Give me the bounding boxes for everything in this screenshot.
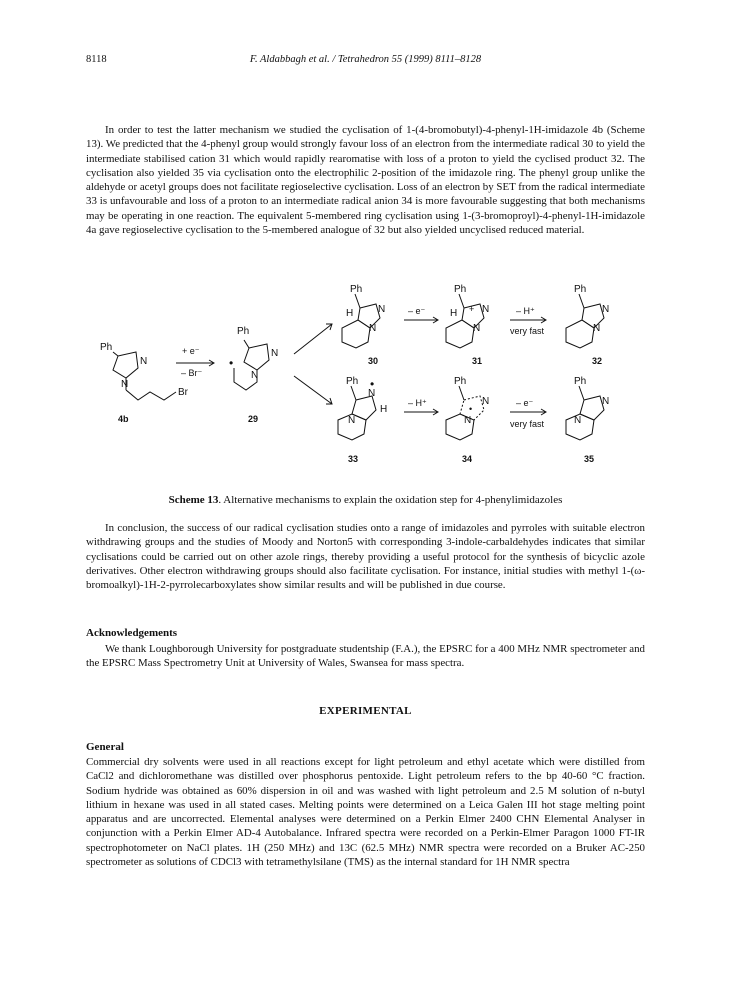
ph-label: Ph bbox=[454, 376, 467, 387]
compound-number: 35 bbox=[584, 454, 595, 464]
compound-30 bbox=[342, 284, 385, 366]
bond bbox=[113, 352, 118, 356]
h-label: H bbox=[450, 308, 458, 319]
bond bbox=[244, 340, 249, 348]
n-label: N bbox=[482, 304, 490, 315]
reagent-label: – H⁺ bbox=[408, 398, 427, 408]
n-label: N bbox=[140, 356, 148, 367]
compound-number: 32 bbox=[592, 356, 603, 366]
n-label: N bbox=[482, 396, 490, 407]
caption-text: . Alternative mechanisms to explain the oxidation step for 4-phenylimidazoles bbox=[218, 494, 563, 506]
bond bbox=[579, 294, 584, 308]
general-heading: General bbox=[86, 741, 124, 753]
bond bbox=[355, 294, 360, 308]
n-label: N bbox=[251, 370, 259, 381]
reaction-scheme bbox=[86, 282, 645, 482]
plus-charge: + bbox=[469, 304, 475, 314]
n-label: N bbox=[574, 415, 582, 426]
compound-number: 4b bbox=[118, 414, 129, 424]
ph-label: Ph bbox=[574, 284, 587, 295]
paragraph-acknowledgements: We thank Loughborough University for postgraduate studentship (F.A.), the EPSRC for a 400 MHz NMR spectrometer and the EPSRC Mass Spectrometry Unit at University of Wales, Swansea for mass spectra. bbox=[86, 643, 645, 670]
n-label: N bbox=[602, 304, 610, 315]
n-label: N bbox=[378, 304, 386, 315]
radical-dot: • bbox=[229, 356, 234, 370]
acknowledgements-heading: Acknowledgements bbox=[86, 627, 178, 639]
n-label: N bbox=[473, 323, 481, 334]
reagent-label: – e⁻ bbox=[516, 398, 534, 408]
compound-number: 34 bbox=[462, 454, 473, 464]
piperidine-ring bbox=[446, 320, 474, 348]
reaction-arrow-up bbox=[294, 324, 332, 354]
compound-35 bbox=[566, 376, 609, 464]
compound-4b bbox=[100, 342, 189, 424]
n-label: N bbox=[271, 348, 279, 359]
reagent-label: – Br⁻ bbox=[181, 368, 203, 378]
compound-number: 33 bbox=[348, 454, 359, 464]
compound-number: 31 bbox=[472, 356, 483, 366]
caption-label: Scheme 13 bbox=[168, 494, 219, 506]
piperidine-ring bbox=[566, 320, 594, 348]
bond bbox=[351, 386, 356, 400]
n-label: N bbox=[348, 415, 356, 426]
page-number: 8118 bbox=[86, 54, 107, 65]
n-label: N bbox=[369, 323, 377, 334]
ph-label: Ph bbox=[454, 284, 467, 295]
n-label: N bbox=[593, 323, 601, 334]
n-label: N bbox=[368, 388, 376, 399]
n-label: N bbox=[464, 415, 472, 426]
radical-dot: • bbox=[370, 377, 375, 391]
scheme-caption bbox=[86, 494, 645, 506]
n-label: N bbox=[121, 379, 129, 390]
compound-number: 29 bbox=[248, 414, 259, 424]
ph-label: Ph bbox=[350, 284, 363, 295]
compound-31 bbox=[446, 284, 489, 366]
reagent-label: – e⁻ bbox=[408, 306, 426, 316]
reagent-label: – H⁺ bbox=[516, 306, 535, 316]
bond bbox=[459, 294, 464, 308]
br-label: Br bbox=[178, 387, 188, 398]
ph-label: Ph bbox=[574, 376, 587, 387]
radical-dot: • bbox=[469, 404, 473, 414]
compound-33 bbox=[338, 376, 387, 464]
compound-29 bbox=[229, 326, 278, 424]
h-label: H bbox=[346, 308, 354, 319]
paragraph-mechanism: In order to test the latter mechanism we studied the cyclisation of 1-(4-bromobutyl)-4-phenyl-1H-imidazole 4b (Scheme 13). We predicted that the 4-phenyl group would strongly favour loss of an electron from the intermediate radical 30 to yield the intermediate stabilised cation 31 which would rapidly rearomatise with loss of a proton to yield the cyclised product 32. The cyclisation also yielded 35 via cyclisation onto the electrophilic 2-position of the imidazole ring. The phenyl group unlike the aldehyde or acetyl groups does not facilitate regioselective cyclisation. Loss of an electron by SET from the radical intermediate 33 is unfavourable and loss of a proton to an intermediate radical anion 34 is more favourable suggesting that both mechanisms may be operating in one reaction. The equivalent 5-membered ring cyclisation using 1-(3-bromoproyl)-4-phenyl-1H-imidazole 4a gave regioselective cyclisation to the 5-membered analogue of 32 but also yielded uncyclised reduced material. bbox=[86, 124, 645, 237]
compound-number: 30 bbox=[368, 356, 379, 366]
compound-34 bbox=[446, 376, 489, 464]
bond bbox=[459, 386, 464, 400]
page-header bbox=[86, 54, 645, 68]
rate-label: very fast bbox=[510, 419, 545, 429]
scheme-13-figure bbox=[86, 282, 645, 482]
imidazole-ring bbox=[244, 344, 269, 370]
ph-label: Ph bbox=[346, 376, 359, 387]
ph-label: Ph bbox=[100, 342, 113, 353]
compound-32 bbox=[566, 284, 609, 366]
h-label: H bbox=[380, 404, 388, 415]
n-label: N bbox=[602, 396, 610, 407]
piperidine-ring bbox=[342, 320, 370, 348]
paragraph-general: Commercial dry solvents were used in all reactions except for light petroleum and ethyl acetate which were distilled from CaCl2 and dichloromethane was distilled over phosphorus pentoxide. Light petroleum refers to the bp 40-60 °C fraction. Sodium hydride was obtained as 60% dispersion in oil and was washed with light petroleum and 2.5 M solution of n-butyl lithium in hexane was used in all stated cases. Melting points were determined on a Leica Galen III hot stage melting point apparatus and are uncorrected. Elemental analyses were determined on a Perkin Elmer 2400 CHN Elemental Analyser in conjunction with a Perkin Elmer AD-4 Autobalance. Infrared spectra were recorded on a Perkin-Elmer Paragon 1000 FT-IR spectrophotometer on NaCl plates. 1H (250 MHz) and 13C (62.5 MHz) NMR spectra were recorded on a Bruker AC-250 spectrometer as solutions of CDCl3 with tetramethylsilane (TMS) as the internal standard for 1H NMR spectra bbox=[86, 756, 645, 869]
imidazole-ring bbox=[113, 352, 138, 378]
ph-label: Ph bbox=[237, 326, 250, 337]
butyl-chain bbox=[126, 390, 176, 400]
rate-label: very fast bbox=[510, 326, 545, 336]
experimental-heading: EXPERIMENTAL bbox=[319, 705, 412, 717]
paragraph-conclusion: In conclusion, the success of our radical cyclisation studies onto a range of imidazoles and pyrroles with suitable electron withdrawing groups and the studies of Moody and Norton5 with corresponding 3-indole-carbaldehydes indicates that similar cyclisations could be carried out on other azole rings, thereby providing a useful protocol for the synthesis of bicyclic azole derivatives. Other electron withdrawing groups should also facilitate cyclisation. For instance, initial studies with methyl 1-(ω-bromoalkyl)-1H-2-pyrrolecarboxylates show similar results and will be published in due course. bbox=[86, 522, 645, 592]
running-head: F. Aldabbagh et al. / Tetrahedron 55 (1999) 8111–8128 bbox=[249, 54, 482, 65]
reagent-label: + e⁻ bbox=[182, 346, 200, 356]
bond bbox=[579, 386, 584, 400]
reaction-arrow-down bbox=[294, 376, 332, 404]
